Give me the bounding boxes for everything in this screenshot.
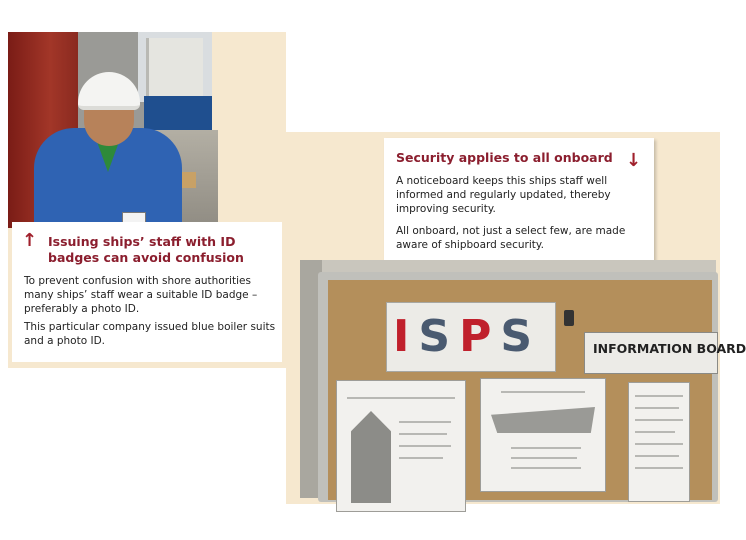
doc-text-line bbox=[399, 457, 443, 459]
doc-text-line bbox=[511, 467, 581, 469]
notice-document-text bbox=[628, 382, 690, 502]
caption-id-badges-paragraph-1: To prevent confusion with shore authorities many ships’ staff wear a suitable ID badge – preferably a photo ID. bbox=[24, 275, 258, 315]
arrow-up-icon: ↑ bbox=[22, 230, 38, 251]
blue-vessel bbox=[144, 96, 212, 130]
isps-sign bbox=[386, 302, 556, 372]
doc-text-line bbox=[501, 391, 585, 393]
ship-section-drawing bbox=[351, 411, 391, 503]
hard-hat bbox=[78, 72, 140, 110]
notice-document-ship-diagram bbox=[336, 380, 466, 512]
doc-text-line bbox=[635, 443, 683, 445]
caption-security-paragraph-1: A noticeboard keeps this ships staff well informed and regularly updated, thereby improving security. bbox=[396, 175, 611, 215]
doc-text-line bbox=[399, 433, 447, 435]
isps-letter-2: S bbox=[418, 311, 460, 362]
caption-id-badges bbox=[12, 222, 282, 362]
vessel-plan-drawing bbox=[491, 407, 595, 433]
doc-text-line bbox=[635, 419, 683, 421]
information-board-sign bbox=[584, 332, 746, 374]
doc-text-line bbox=[635, 407, 679, 409]
noticeboard-photo bbox=[300, 260, 746, 498]
doc-text-line bbox=[635, 395, 683, 397]
board-hook bbox=[564, 310, 574, 326]
caption-id-badges-title: Issuing ships’ staff with ID badges can avoid confusion bbox=[48, 234, 244, 265]
caption-security bbox=[384, 138, 654, 266]
isps-letter-4: S bbox=[500, 311, 542, 362]
arrow-down-icon: ↓ bbox=[626, 150, 642, 171]
doc-text-line bbox=[511, 457, 577, 459]
isps-letter-1: I bbox=[393, 311, 419, 362]
doc-text-line bbox=[399, 445, 451, 447]
doc-text-line bbox=[511, 447, 581, 449]
isps-letters bbox=[393, 309, 549, 365]
doc-text-line bbox=[635, 431, 675, 433]
doc-text-line bbox=[399, 421, 451, 423]
caption-security-title: Security applies to all onboard bbox=[396, 150, 613, 165]
doc-text-line bbox=[635, 467, 683, 469]
caption-security-paragraph-2: All onboard, not just a select few, are made aware of shipboard security. bbox=[396, 225, 626, 251]
caption-id-badges-paragraph-2: This particular company issued blue boiler suits and a photo ID. bbox=[24, 321, 276, 347]
notice-document-vessel-plan bbox=[480, 378, 606, 492]
information-board-label: INFORMATION BOARD bbox=[593, 341, 746, 356]
doc-text-line bbox=[347, 397, 455, 399]
doc-text-line bbox=[635, 455, 679, 457]
worker-photo bbox=[8, 32, 212, 228]
cork-board bbox=[328, 280, 746, 500]
isps-letter-3: P bbox=[459, 311, 501, 362]
